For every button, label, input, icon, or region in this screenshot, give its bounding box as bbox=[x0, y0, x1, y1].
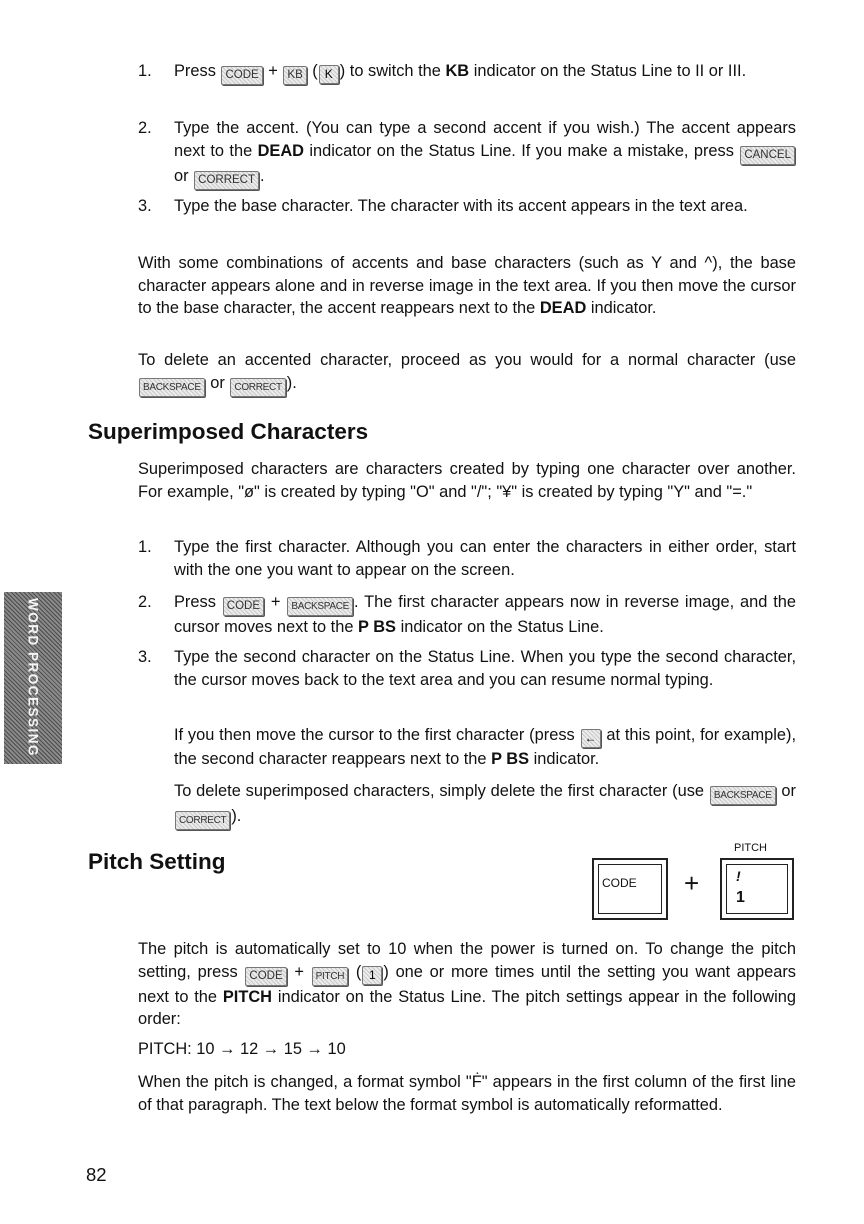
step-text: . bbox=[260, 166, 265, 185]
side-tab-label: WORD PROCESSING bbox=[25, 598, 41, 758]
code-key: CODE bbox=[245, 967, 286, 986]
step-number: 2. bbox=[138, 119, 152, 137]
cancel-key: CANCEL bbox=[740, 146, 795, 165]
code-keycap bbox=[592, 858, 668, 920]
step-text: to switch the bbox=[349, 62, 441, 80]
step-3 bbox=[138, 195, 796, 241]
paragraph-text: or bbox=[210, 373, 225, 392]
superimpose-step-2 bbox=[138, 591, 796, 637]
pitch-key-label: PITCH bbox=[734, 842, 767, 854]
pbs-indicator-term: P BS bbox=[358, 618, 396, 636]
step-number: 3. bbox=[138, 648, 152, 666]
paragraph-accent-combinations bbox=[138, 252, 796, 320]
step-text: Type the base character. The character with its accent appears in the text area. bbox=[174, 197, 748, 215]
correct-key: CORRECT bbox=[194, 171, 259, 190]
pitch-key: PITCH bbox=[312, 967, 349, 986]
code-key: CODE bbox=[221, 66, 262, 85]
kb-indicator-term: KB bbox=[445, 62, 470, 80]
paragraph-text: indicator. bbox=[590, 299, 657, 317]
plus-sign: + bbox=[684, 868, 700, 898]
paragraph-text: indicator on the Status Line. The pitch settings appear in the following order: bbox=[138, 987, 797, 1028]
step-text: indicator on the Status Line. If you make a mistake, press bbox=[309, 141, 734, 160]
step-number: 1. bbox=[138, 538, 152, 556]
paragraph-text: indicator. bbox=[533, 750, 600, 768]
pitch-key-diagram bbox=[592, 842, 802, 922]
paragraph-text: ). bbox=[231, 807, 242, 825]
paragraph-text: ). bbox=[286, 373, 297, 392]
superimpose-step-3 bbox=[138, 646, 796, 714]
paragraph-text: The pitch is automatically set to 10 when the power is turned on. To change the pitch setting, press bbox=[138, 940, 796, 981]
step-text: Press bbox=[174, 62, 216, 80]
step-text: indicator on the Status Line to II or III. bbox=[473, 62, 747, 80]
pbs-indicator-term: P BS bbox=[491, 750, 530, 768]
step-2 bbox=[138, 117, 796, 185]
step-text: indicator on the Status Line. bbox=[400, 618, 604, 636]
pitch-sequence: PITCH: 10 → 12 → 15 → 10 bbox=[138, 1040, 346, 1058]
dead-indicator-term: DEAD bbox=[539, 299, 587, 317]
plus-sign: + bbox=[268, 62, 278, 80]
page-number: 82 bbox=[86, 1164, 107, 1185]
k-key: K bbox=[319, 65, 339, 84]
step-number: 2. bbox=[138, 593, 152, 611]
paragraph-text: To delete an accented character, proceed as you would for a normal character (use bbox=[138, 351, 796, 369]
step-1: 1. Press CODE + KB ( K ) to switch the KB indicator on the Status Line to II or III. bbox=[138, 60, 796, 106]
code-key: CODE bbox=[223, 597, 264, 616]
pitch-keycap-top: ! bbox=[736, 868, 741, 884]
note-move-cursor bbox=[174, 724, 796, 771]
cursor-left-key: ← bbox=[581, 729, 601, 748]
paragraph-text: With some combinations of accents and base characters (such as Y and ^), the base character appears alone and in reverse image in the text area. If you then move the cursor to the base character, the accent reappears next to the bbox=[138, 254, 796, 317]
step-text: or bbox=[174, 166, 189, 185]
heading-superimposed-characters: Superimposed Characters bbox=[88, 419, 369, 444]
step-text: Type the accent. (You can type a second accent if you wish.) The accent appears next to the bbox=[174, 119, 796, 160]
plus-sign: + bbox=[270, 593, 281, 611]
paragraph-superimposed-intro: Superimposed characters are characters created by typing one character over another. For example, "ø" is created by typing "O" and "/"; "¥" is created by typing "Y" and "=." bbox=[138, 460, 796, 501]
backspace-key: BACKSPACE bbox=[287, 597, 353, 616]
step-number: 3. bbox=[138, 197, 152, 215]
one-key: 1 bbox=[362, 966, 382, 985]
plus-sign: + bbox=[294, 962, 304, 981]
correct-key: CORRECT bbox=[230, 378, 285, 397]
paragraph-pitch-auto: The pitch is automatically set to 10 when the power is turned on. To change the pitch setting, press CODE + PITCH ( 1 ) one or more times until the setting you want appears next to the PITCH indicator on the Status Line. The pitch settings appear in the following order: bbox=[138, 940, 797, 1028]
paragraph-text: or bbox=[781, 782, 796, 800]
paragraph-text: at this point, for example), the second character reappears next to the bbox=[174, 726, 796, 768]
paragraph-text: If you then move the cursor to the first character (press bbox=[174, 726, 575, 744]
note-delete-superimposed bbox=[174, 780, 796, 830]
step-text: Press bbox=[174, 593, 216, 611]
paragraph-pitch-format-symbol: When the pitch is changed, a format symbol "Ḟ" appears in the first column of the first line of that paragraph. The text below the format symbol is automatically reformatted. bbox=[138, 1073, 796, 1114]
dead-indicator-term: DEAD bbox=[257, 141, 305, 160]
step-text: Type the second character on the Status Line. When you type the second character, the cursor moves back to the text area and you can resume normal typing. bbox=[174, 648, 796, 689]
superimpose-step-1 bbox=[138, 536, 796, 582]
backspace-key: BACKSPACE bbox=[710, 786, 776, 805]
paragraph-text: one or more times until the setting you want appears next to the bbox=[138, 962, 796, 1006]
heading-pitch-setting: Pitch Setting bbox=[88, 849, 226, 874]
step-number: 1. bbox=[138, 62, 152, 80]
backspace-key: BACKSPACE bbox=[139, 378, 205, 397]
step-text: . The first character appears now in reverse image, and the cursor moves next to the bbox=[174, 593, 796, 636]
paragraph-delete-accented bbox=[138, 349, 796, 397]
pitch-keycap bbox=[720, 858, 794, 920]
step-text: Type the first character. Although you can enter the characters in either order, start with the one you want to appear on the screen. bbox=[174, 538, 796, 579]
paragraph-text: To delete superimposed characters, simply delete the first character (use bbox=[174, 782, 705, 800]
kb-key: KB bbox=[283, 66, 306, 85]
side-tab-word-processing bbox=[4, 592, 62, 764]
code-keycap-label: CODE bbox=[602, 876, 637, 890]
correct-key: CORRECT bbox=[175, 811, 230, 830]
pitch-keycap-bottom: 1 bbox=[736, 889, 745, 906]
pitch-indicator-term: PITCH bbox=[222, 987, 273, 1006]
